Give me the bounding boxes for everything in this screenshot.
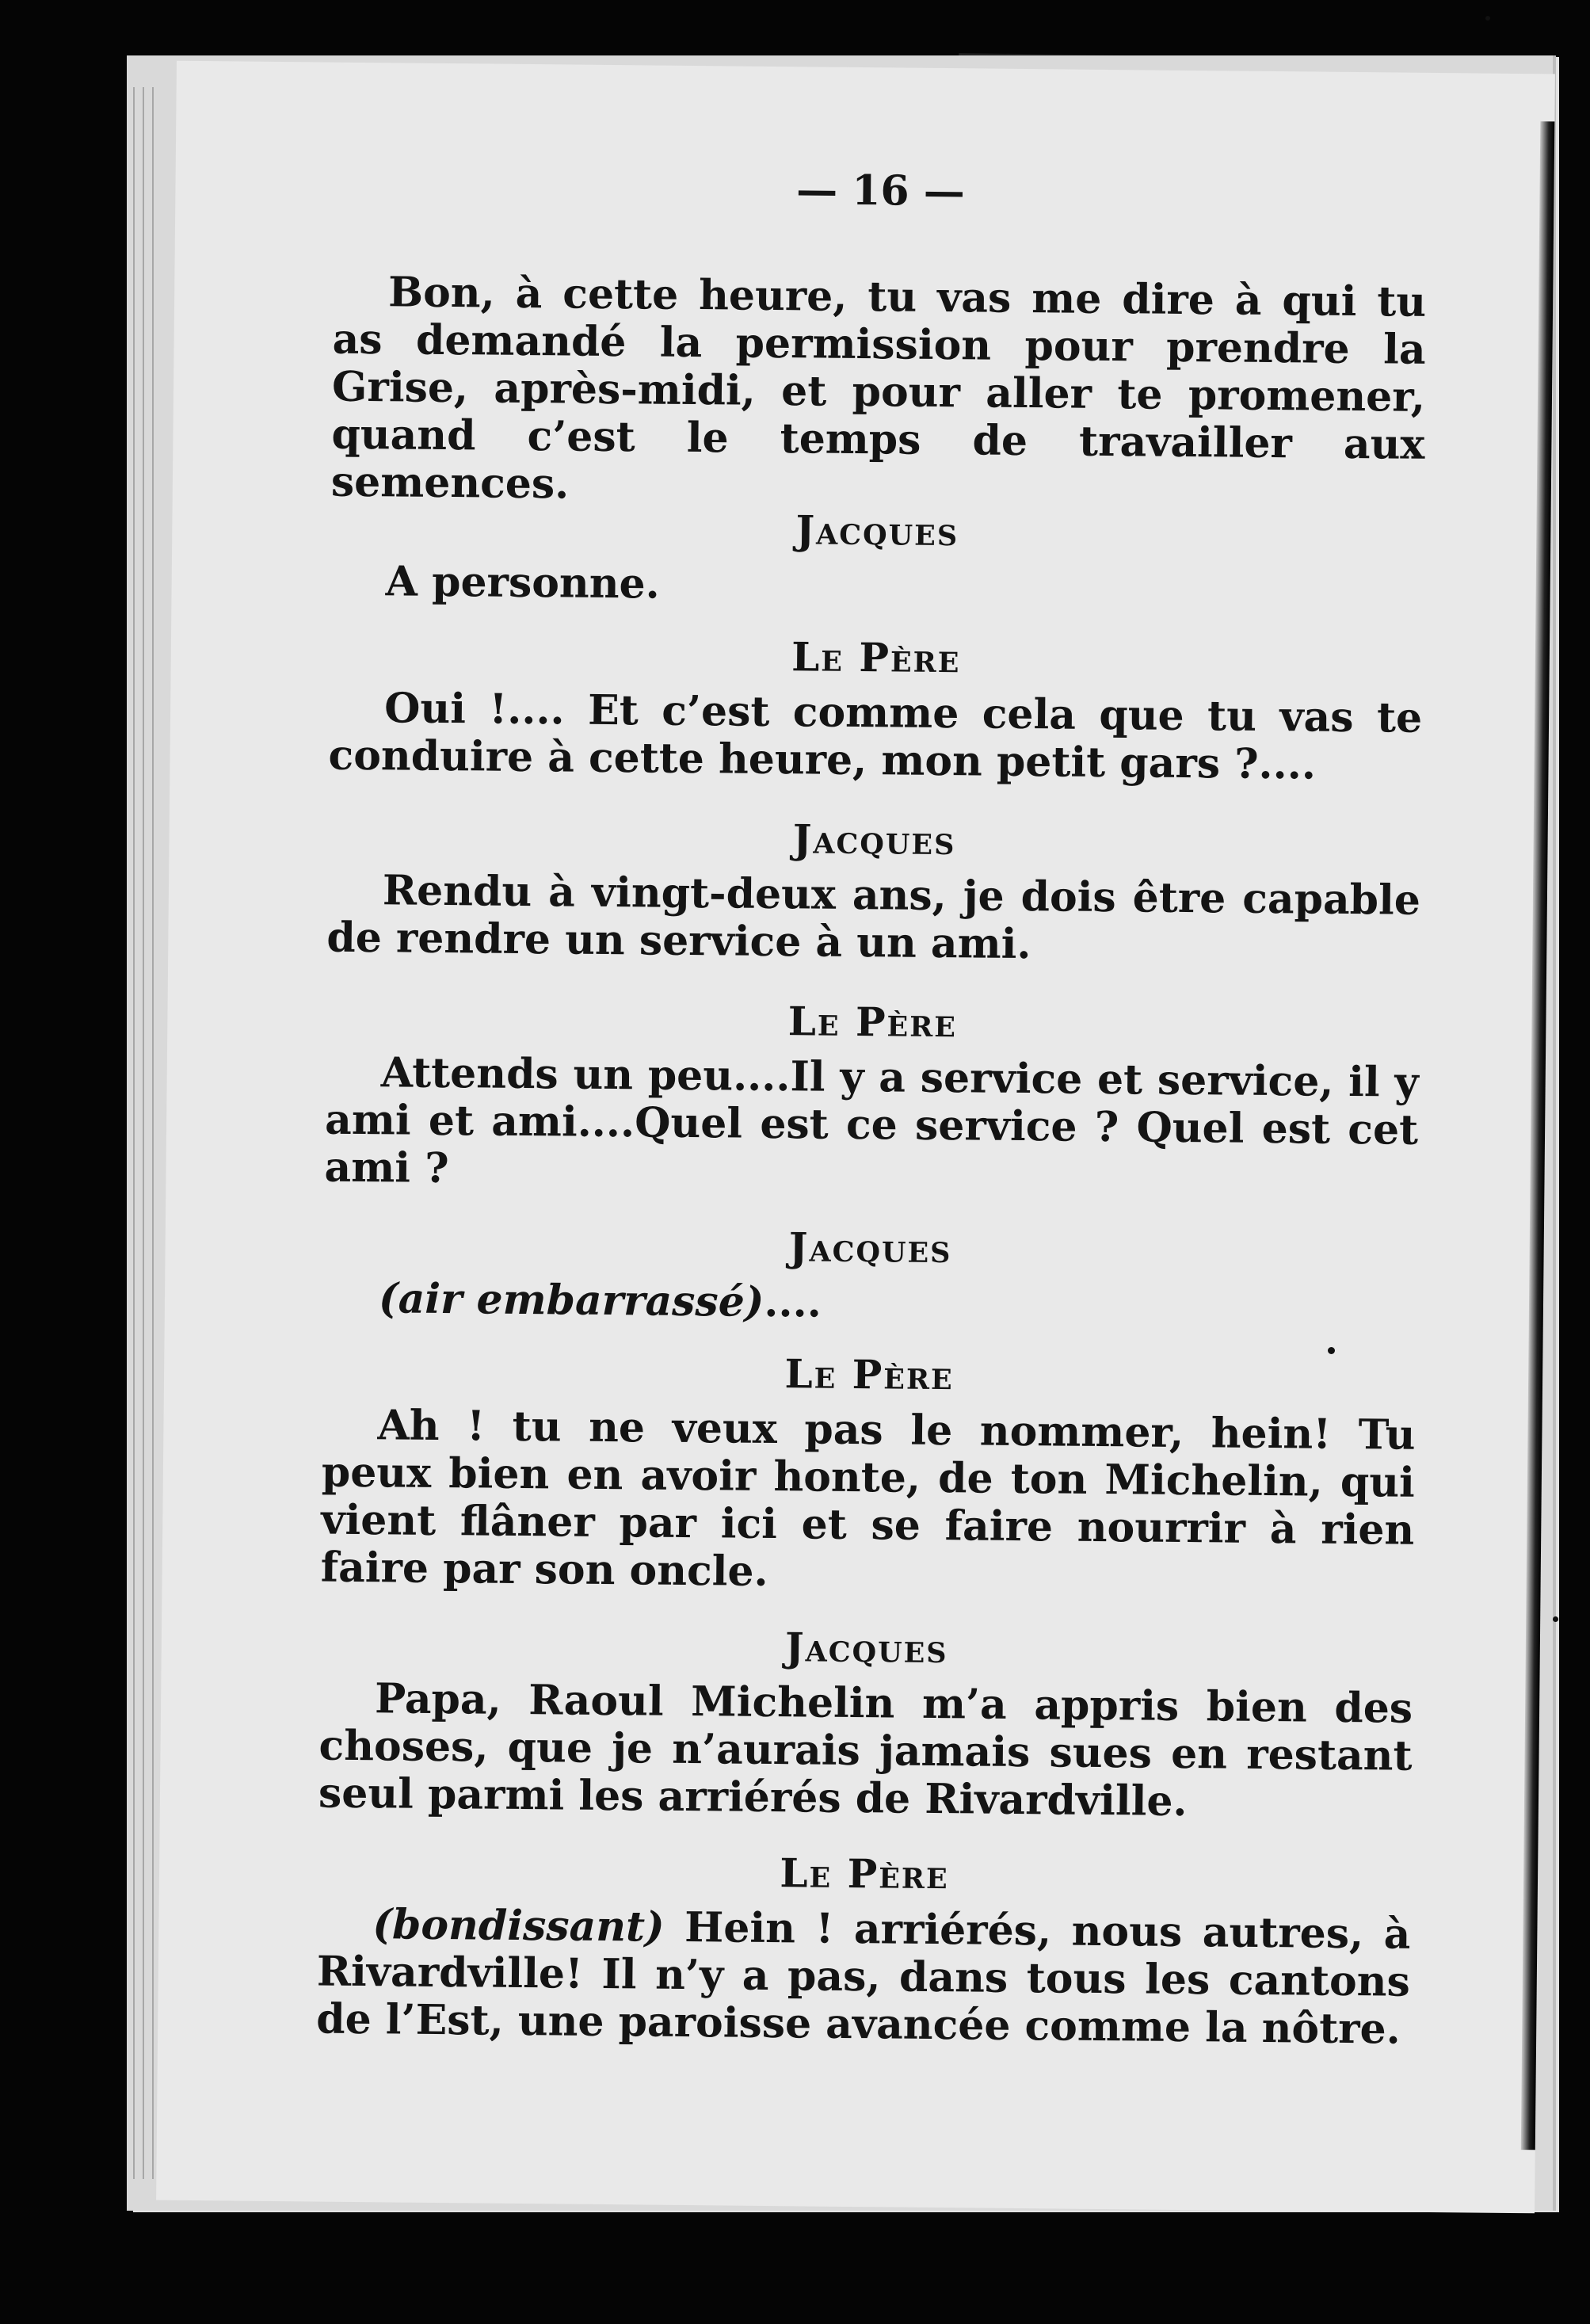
page-edge-line: [143, 87, 144, 2179]
paragraph: Papa, Raoul Michelin m’a appris bien des choses, que je n’aurais jamais sues en restant seul parmi les arriérés de Rivardville.: [318, 1674, 1413, 1826]
speaker-name: Jacques: [788, 1223, 952, 1273]
speaker-name: Le Père: [791, 633, 961, 682]
scan-speck: [1485, 16, 1490, 21]
stage-direction-paragraph: [316, 1901, 1411, 2054]
scan-speck: [1553, 1616, 1558, 1622]
speaker-name: Le Père: [787, 998, 958, 1047]
speaker-name: Le Père: [784, 1350, 955, 1399]
paragraph: Attends un peu....Il y a service et service, il y ami et ami....Quel est ce service ? Quel est cet ami ?: [324, 1048, 1419, 1193]
paragraph: Rendu à vingt-deux ans, je dois être capable de rendre un service à un ami.: [326, 866, 1421, 969]
stage-direction-italic: (bondissant): [372, 1900, 665, 1952]
speaker-name: Jacques: [792, 815, 956, 864]
book-page: [156, 61, 1555, 2214]
paragraph: A personne.: [385, 557, 661, 609]
page-edge-line: [133, 87, 135, 2179]
page-edge-line: [152, 87, 154, 2179]
stage-direction-rest: ....: [764, 1277, 822, 1327]
speaker-name: Le Père: [780, 1849, 949, 1899]
paragraph: Oui !.... Et c’est comme cela que tu vas te conduire à cette heure, mon petit gars ?....: [328, 684, 1423, 789]
stage-direction-italic: (air embarrassé): [378, 1274, 764, 1326]
paragraph-rest: Hein ! arriérés, nous autres, à Rivardville! Il n’y a pas, dans tous les cantons de l’Est, une paroisse avancée comme la nôtre.: [315, 1902, 1411, 2054]
speaker-name: Jacques: [784, 1624, 948, 1673]
paragraph: Bon, à cette heure, tu vas me dire à qui tu as demandé la permission pour prendre la Grise, après-midi, et pour aller te promener, quand c’est le temps de travailler aux semences.: [330, 268, 1427, 509]
page-number: — 16 —: [795, 166, 966, 216]
paragraph: Ah ! tu ne veux pas le nommer, hein! Tu peux bien en avoir honte, de ton Michelin, qui vient flâner par ici et se faire nourrir à rien faire par son oncle.: [320, 1401, 1416, 1596]
scan-speck: [1328, 1347, 1335, 1354]
speaker-name: Jacques: [795, 506, 959, 555]
stage-direction: [323, 1275, 1417, 1333]
